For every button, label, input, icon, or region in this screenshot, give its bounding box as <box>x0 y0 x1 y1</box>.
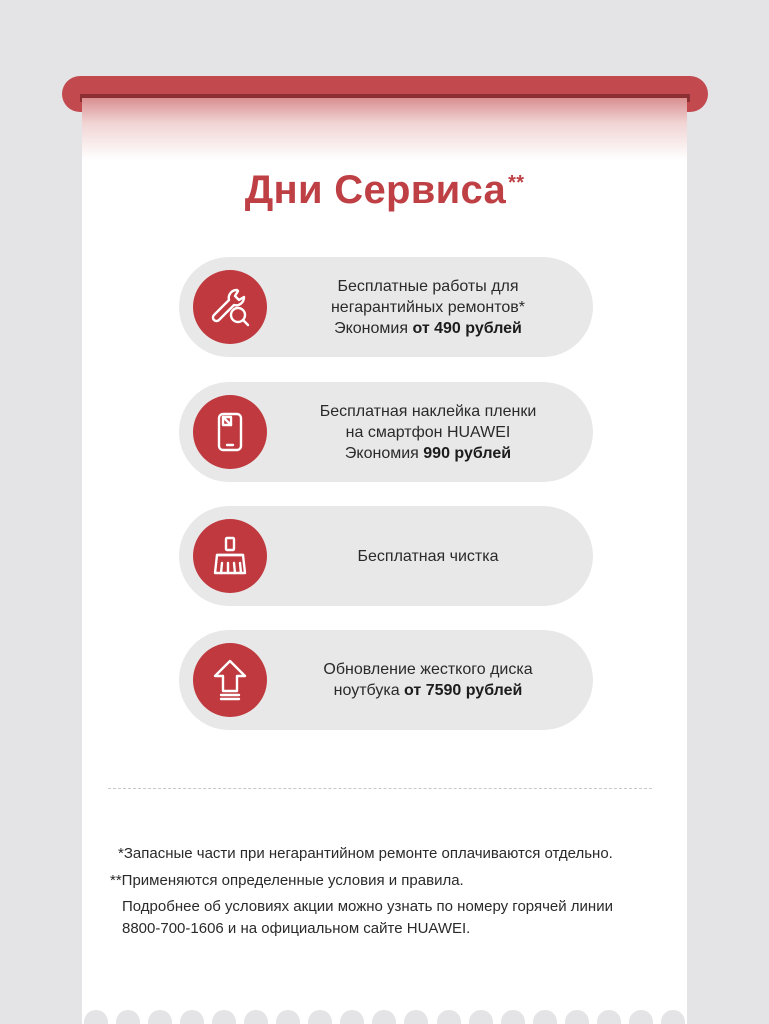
wrench-search-icon <box>193 270 267 344</box>
service-card-repair <box>179 257 593 357</box>
title-text: Дни Сервиса <box>244 168 507 212</box>
card-line: на смартфон HUAWEI <box>345 423 511 441</box>
card-savings <box>334 318 522 339</box>
card-line: Бесплатная чистка <box>357 547 499 565</box>
card-line: Обновление жесткого диска <box>323 661 533 678</box>
savings-amount: 990 рублей <box>423 444 512 462</box>
service-card-text <box>275 257 581 357</box>
card-line: Бесплатная наклейка пленки <box>319 402 537 420</box>
footnote-parts: *Запасные части при негарантийном ремонте оплачиваются отдельно. <box>118 845 613 862</box>
title-stars: ** <box>508 172 525 194</box>
savings-amount: от 7590 рублей <box>404 682 523 699</box>
footnote-details-line2: 8800-700-1606 и на официальном сайте HUAWEI. <box>122 920 471 937</box>
service-card-cleaning <box>179 506 593 606</box>
dashed-divider <box>108 788 652 789</box>
card-savings <box>334 680 523 701</box>
service-card-film <box>179 382 593 482</box>
ticket-shade <box>82 98 687 160</box>
upgrade-arrow-icon <box>193 643 267 717</box>
ticket-scalloped-edge <box>82 1010 687 1024</box>
smartphone-film-icon <box>193 395 267 469</box>
savings-amount: от 490 рублей <box>412 319 522 337</box>
card-line: Бесплатные работы для <box>337 277 519 295</box>
service-card-text <box>275 630 581 730</box>
broom-icon <box>193 519 267 593</box>
footnote-conditions: **Применяются определенные условия и правила. <box>110 872 464 889</box>
card-savings <box>345 443 511 464</box>
footnote-details-line1: Подробнее об условиях акции можно узнать по номеру горячей линии <box>122 898 613 915</box>
service-card-text <box>275 506 581 606</box>
service-ticket <box>82 98 687 1024</box>
savings-prefix: Экономия <box>334 319 413 337</box>
savings-prefix: Экономия <box>344 444 424 462</box>
service-card-text <box>275 382 581 482</box>
page-title <box>82 168 687 213</box>
service-card-upgrade <box>179 630 593 730</box>
savings-prefix: ноутбука <box>333 682 405 699</box>
card-line: негарантийных ремонтов* <box>330 298 526 316</box>
